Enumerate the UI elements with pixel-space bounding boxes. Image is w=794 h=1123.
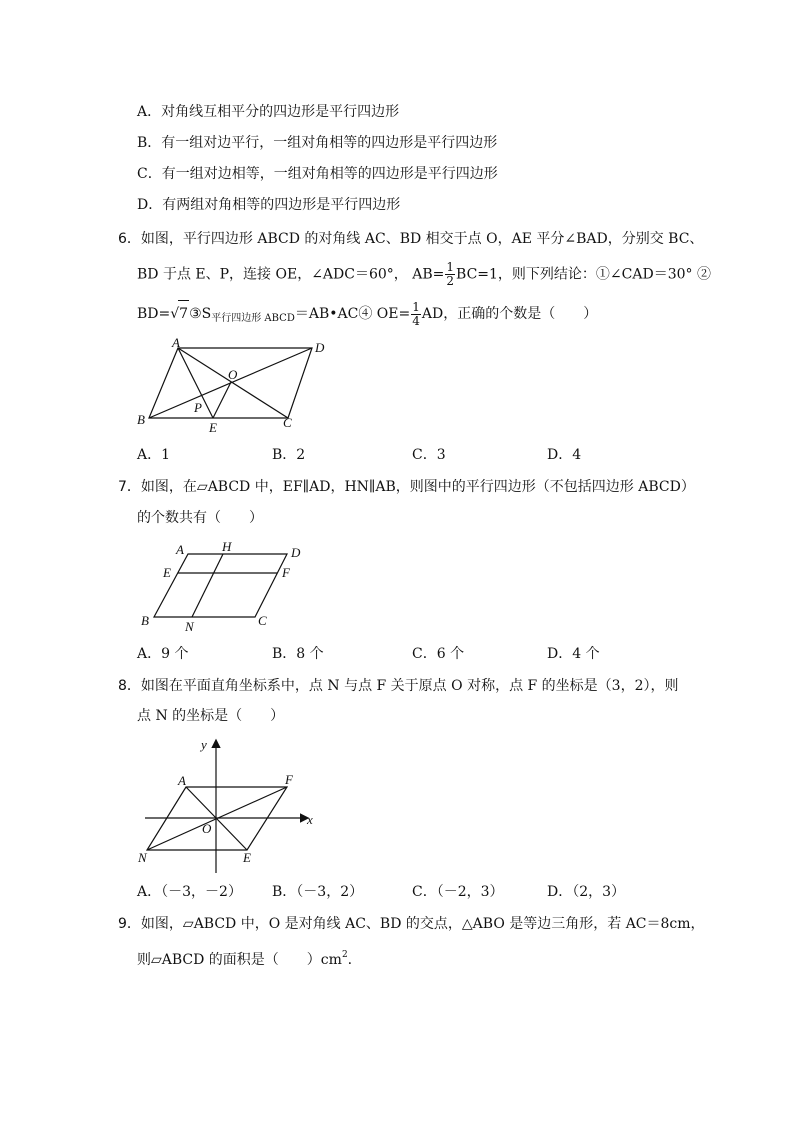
q8-option-a: A．（－3，－2） bbox=[137, 884, 242, 900]
period: . bbox=[347, 952, 353, 968]
ab-label: AB= bbox=[412, 266, 445, 283]
q6-line-1 bbox=[118, 229, 703, 249]
option-letter: A． bbox=[137, 104, 162, 120]
fraction-half: $\frac{1}{2}$ bbox=[446, 260, 455, 288]
option-text: 有一组对边相等，一组对角相等的四边形是平行四边形 bbox=[161, 166, 498, 182]
q5-option-c bbox=[137, 164, 498, 184]
sqrt-seven: 7 bbox=[178, 300, 189, 327]
q8-option-c: C．（－2，3） bbox=[412, 884, 504, 900]
q7-option-c: C．6 个 bbox=[412, 646, 465, 662]
area-relation: ＝AB•AC④ bbox=[294, 306, 373, 322]
label-p: P bbox=[194, 400, 202, 415]
q7-option-a: A．9 个 bbox=[137, 646, 189, 662]
q5-option-b bbox=[137, 133, 497, 153]
oe-label: OE= bbox=[376, 306, 411, 322]
q8-coordinate-figure bbox=[135, 735, 325, 875]
segment-hn bbox=[192, 554, 223, 617]
fraction-quarter: $\frac{1}{4}$ bbox=[412, 299, 420, 328]
segment-oe bbox=[213, 382, 231, 418]
label-n: N bbox=[185, 619, 194, 634]
question-text: 的个数共有（ ） bbox=[137, 510, 263, 526]
label-e: E bbox=[243, 850, 251, 865]
q6-parallelogram-figure bbox=[130, 335, 340, 440]
option-text: 有一组对边平行，一组对角相等的四边形是平行四边形 bbox=[161, 135, 498, 151]
q7-option-b: B．8 个 bbox=[272, 646, 324, 662]
question-number: 7． bbox=[118, 479, 141, 495]
question-text: AD，正确的个数是（ ） bbox=[421, 306, 598, 322]
label-n: N bbox=[138, 850, 147, 865]
label-e: E bbox=[163, 565, 171, 580]
question-number: 9． bbox=[118, 916, 141, 932]
bd-label: BD= bbox=[137, 306, 171, 322]
superscript: 2 bbox=[341, 950, 348, 960]
q6-option-d: D．4 bbox=[547, 447, 582, 463]
label-o: O bbox=[202, 821, 212, 836]
q7-line-2 bbox=[137, 508, 263, 528]
q5-option-a bbox=[137, 102, 399, 122]
question-text: BD 于点 E、P，连接 OE，∠ADC＝60°， bbox=[137, 266, 408, 283]
q6-option-a: A．1 bbox=[137, 447, 171, 463]
label-d: D bbox=[291, 545, 301, 560]
label-f: F bbox=[282, 565, 290, 580]
question-text: 点 N 的坐标是（ ） bbox=[137, 708, 285, 724]
option-letter: D． bbox=[137, 197, 163, 213]
option-letter: C． bbox=[137, 166, 162, 182]
label-a: A bbox=[172, 335, 180, 350]
question-text: 如图，平行四边形 ABCD 的对角线 AC、BD 相交于点 O，AE 平分∠BAD，分别交 BC、 bbox=[140, 231, 704, 247]
q7-option-d: D．4 个 bbox=[547, 646, 600, 662]
label-h: H bbox=[222, 539, 232, 554]
q6-option-b: B．2 bbox=[272, 447, 306, 463]
bc-text: BC=1，则下列结论：①∠CAD＝30° ② bbox=[456, 266, 711, 283]
question-text: 如图，在▱ABCD 中，EF∥AD，HN∥AB，则图中的平行四边形（不包括四边形 ABCD） bbox=[140, 479, 695, 495]
question-text: 如图，▱ABCD 中，O 是对角线 AC、BD 的交点，△ABO 是等边三角形，若 AC＝8cm， bbox=[140, 916, 705, 932]
question-text: 则▱ABCD 的面积是（ ）cm bbox=[137, 952, 342, 968]
s-label: ③S bbox=[189, 306, 212, 322]
label-e: E bbox=[209, 420, 217, 435]
q8-option-b: B．（－3，2） bbox=[272, 884, 364, 900]
label-a: A bbox=[178, 773, 186, 788]
q6-option-c: C．3 bbox=[412, 447, 446, 463]
q8-line-2 bbox=[137, 706, 284, 726]
q9-line-2 bbox=[137, 945, 352, 970]
q9-line-1 bbox=[118, 914, 705, 934]
q6-line-2 bbox=[137, 261, 711, 288]
label-b: B bbox=[137, 412, 145, 427]
label-b: B bbox=[141, 613, 149, 628]
parallelogram-abcd bbox=[154, 554, 287, 617]
label-f: F bbox=[285, 772, 293, 787]
question-text: 如图在平面直角坐标系中，点 N 与点 F 关于原点 O 对称，点 F 的坐标是（3，2），则 bbox=[140, 678, 679, 694]
question-number: 8． bbox=[118, 678, 141, 694]
q7-line-1 bbox=[118, 477, 695, 497]
label-o: O bbox=[228, 367, 238, 382]
label-a: A bbox=[176, 542, 184, 557]
q7-parallelogram-figure bbox=[135, 538, 315, 633]
q5-option-d bbox=[137, 195, 400, 215]
label-x: x bbox=[307, 812, 313, 827]
option-text: 对角线互相平分的四边形是平行四边形 bbox=[161, 104, 400, 120]
q8-line-1 bbox=[118, 676, 679, 696]
label-y: y bbox=[201, 737, 207, 752]
q6-line-3: $BD=√7③S_{平行四边形 ABCD}=AB•AC④$ OE= $\frac{1}{4}$ AD，正确的个数是（ ） bbox=[137, 299, 598, 328]
label-d: D bbox=[315, 340, 325, 355]
option-letter: B． bbox=[137, 135, 162, 151]
option-text: 有两组对角相等的四边形是平行四边形 bbox=[162, 197, 401, 213]
question-number: 6． bbox=[118, 231, 141, 247]
s-subscript: 平行四边形 ABCD bbox=[211, 313, 295, 324]
label-c: C bbox=[258, 613, 267, 628]
q8-option-d: D．（2，3） bbox=[547, 884, 626, 900]
label-c: C bbox=[283, 415, 292, 430]
